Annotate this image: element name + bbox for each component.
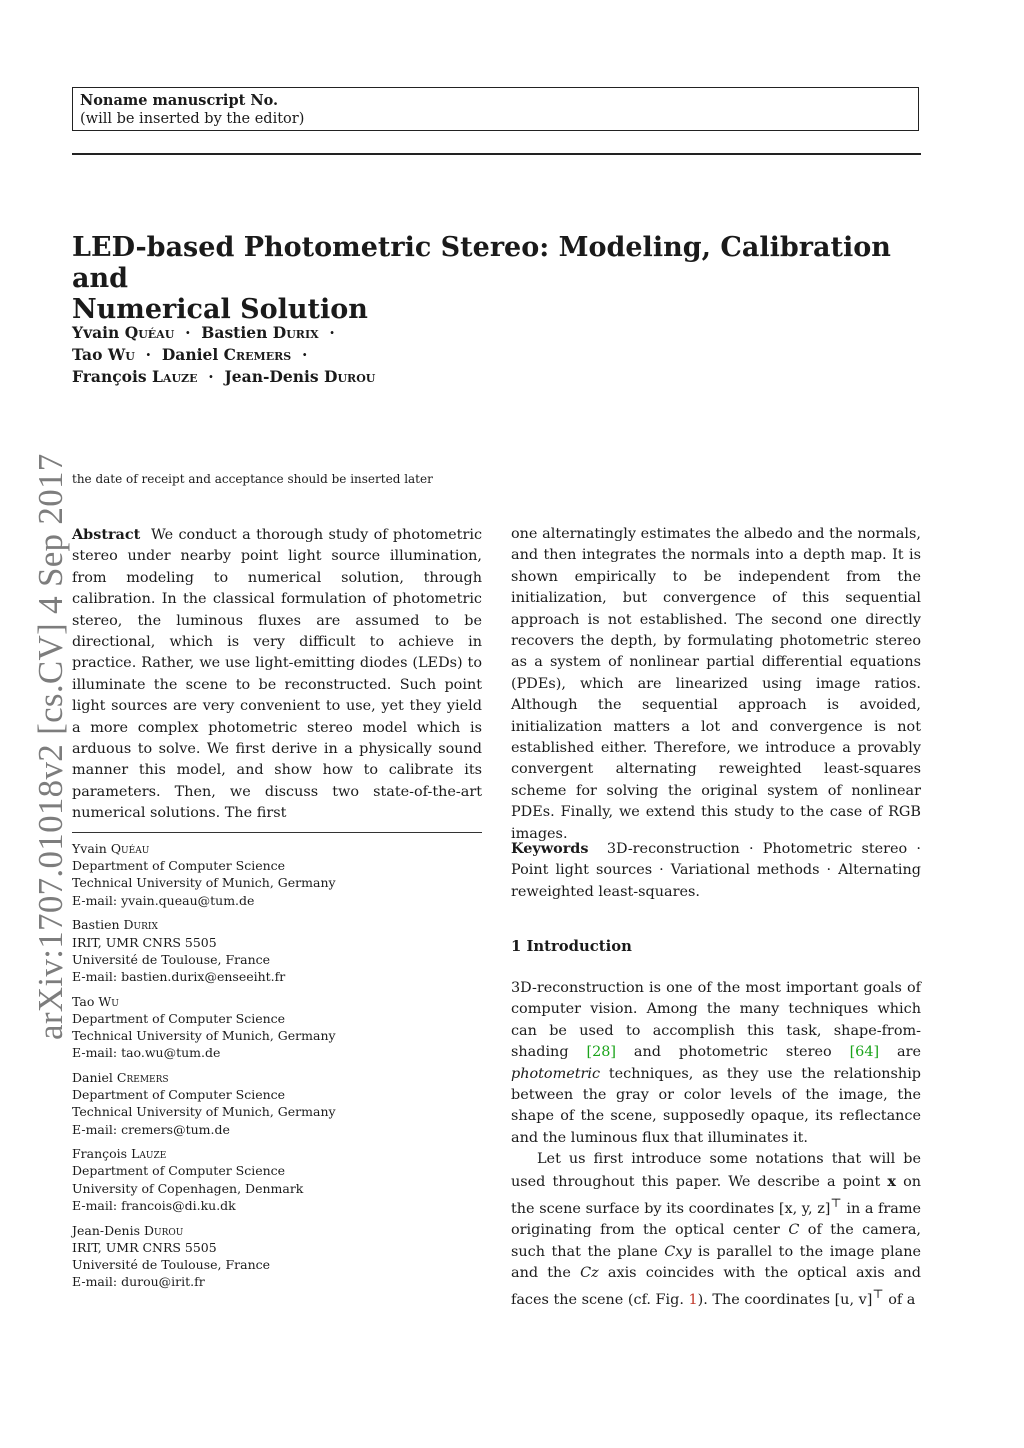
affiliation-email: E-mail: tao.wu@tum.de bbox=[72, 1045, 221, 1061]
affiliation-block bbox=[72, 1222, 492, 1291]
affiliation-block bbox=[72, 993, 492, 1062]
author-last-name: Durix bbox=[272, 323, 319, 342]
author-first-name: Yvain bbox=[72, 323, 120, 342]
affiliation-name: Tao Wu bbox=[72, 993, 119, 1009]
author-first-name: Tao bbox=[72, 345, 103, 364]
author-separator: · bbox=[145, 345, 152, 364]
author-line-3 bbox=[72, 366, 512, 388]
author-line-1 bbox=[72, 322, 512, 344]
affiliation-inst: Technical University of Munich, Germany bbox=[72, 1028, 336, 1044]
abstract-text-right: one alternatingly estimates the albedo and the normals, and then integrates the normals into a depth map. It is shown empirically to be independent from the initialization, but convergence of this sequential approach is not established. The second one directly recovers the depth, by formulating photometric stereo as a system of nonlinear partial differential equations (PDEs), which are linearized using image ratios. Although the sequential approach is avoided, initialization matters a lot and convergence is not established either. Therefore, we introduce a provably convergent alternating reweighted least-squares scheme for solving the original system of nonlinear PDEs. Finally, we extend this study to the case of RGB images. bbox=[511, 526, 921, 842]
manuscript-box bbox=[72, 87, 919, 131]
citation-link[interactable]: [64] bbox=[849, 1044, 880, 1061]
author-first-name: Jean-Denis bbox=[224, 367, 319, 386]
affiliation-dept: Department of Computer Science bbox=[72, 1163, 286, 1179]
affiliation-dept: Department of Computer Science bbox=[72, 1087, 286, 1103]
intro-paragraph-2: Let us first introduce some notations that will be used throughout this paper. We describe a point x on the scene surface by its coordinates [x, y, z]⊤ in a frame originating from the optical center C of the camera, such that the plane Cxy is parallel to the image plane and the Cz axis coincides with the optical axis and faces the scene (cf. Fig. 1). The coordinates [u, v]⊤ of a bbox=[511, 1151, 922, 1309]
section-heading: 1 Introduction bbox=[511, 938, 632, 955]
affiliation-name: François Lauze bbox=[72, 1146, 167, 1162]
keywords-text: 3D-reconstruction · Photometric stereo · Point light sources · Variational methods · Alternating reweighted least-squares. bbox=[511, 841, 921, 900]
abstract-left-column bbox=[72, 524, 482, 825]
affiliation-dept: Department of Computer Science bbox=[72, 858, 286, 874]
author-last-name: Quéau bbox=[124, 323, 175, 342]
affiliation-dept: IRIT, UMR CNRS 5505 bbox=[72, 1239, 217, 1255]
author-last-name: Cremers bbox=[223, 345, 292, 364]
author-separator: · bbox=[329, 323, 335, 342]
abstract-right-column bbox=[511, 524, 921, 845]
manuscript-note: (will be inserted by the editor) bbox=[80, 111, 305, 127]
affiliation-inst: Technical University of Munich, Germany bbox=[72, 875, 336, 891]
received-note: the date of receipt and acceptance should be inserted later bbox=[72, 472, 433, 486]
arxiv-identifier: arXiv:1707.01018v2 [cs.CV] 4 Sep 2017 bbox=[31, 453, 70, 1040]
affiliation-block bbox=[72, 1145, 492, 1214]
affiliation-inst: Université de Toulouse, France bbox=[72, 951, 271, 967]
affiliation-name: Yvain Quéau bbox=[72, 841, 150, 856]
author-separator: · bbox=[301, 345, 308, 364]
author-line-2 bbox=[72, 344, 512, 366]
intro-paragraph-1: 3D-reconstruction is one of the most important goals of computer vision. Among the many techniques which can be used to accomplish this task, shape-from-shading [28] and photometric stereo [64] are photometric techniques, as they use the relationship between the gray or color levels of the image, the shape of the scene, supposedly opaque, its reflectance and the luminous flux that illuminates it. bbox=[511, 980, 922, 1146]
affiliation-name: Bastien Durix bbox=[72, 917, 158, 933]
author-separator: · bbox=[185, 323, 191, 342]
citation-link[interactable]: [28] bbox=[586, 1044, 616, 1061]
abstract-label: Abstract bbox=[72, 526, 141, 543]
author-first-name: Daniel bbox=[161, 345, 219, 364]
affiliation-inst: University of Copenhagen, Denmark bbox=[72, 1180, 304, 1196]
affiliation-email: E-mail: bastien.durix@enseeiht.fr bbox=[72, 968, 286, 984]
affiliation-inst: Université de Toulouse, France bbox=[72, 1256, 271, 1272]
author-first-name: Bastien bbox=[201, 323, 268, 342]
introduction-text bbox=[511, 978, 921, 1312]
affiliation-name: Jean-Denis Durou bbox=[72, 1222, 184, 1238]
affiliation-inst: Technical University of Munich, Germany bbox=[72, 1104, 336, 1120]
header-rule bbox=[72, 153, 921, 155]
keywords-label: Keywords bbox=[511, 840, 589, 857]
manuscript-title: Noname manuscript No. bbox=[80, 92, 279, 109]
affiliation-rule bbox=[72, 832, 482, 833]
affiliation-email: E-mail: cremers@tum.de bbox=[72, 1121, 230, 1137]
paper-title bbox=[72, 232, 932, 325]
title-line-1: LED-based Photometric Stereo: Modeling, Calibration and bbox=[72, 232, 891, 294]
author-last-name: Durou bbox=[324, 367, 376, 386]
author-list bbox=[72, 322, 512, 388]
abstract-text-left: We conduct a thorough study of photometric stereo under nearby point light source illumination, from modeling to numerical solution, through calibration. In the classical formulation of photometric stereo, the luminous fluxes are assumed to be directional, which is very difficult to achieve in practice. Rather, we use light-emitting diodes (LEDs) to illuminate the scene to be reconstructed. Such point light sources are very convenient to use, yet they yield a more complex photometric stereo model which is arduous to solve. We first derive in a physically sound manner this model, and show how to calibrate its parameters. Then, we discuss two state-of-the-art numerical solutions. The first bbox=[72, 527, 483, 822]
affiliation-dept: IRIT, UMR CNRS 5505 bbox=[72, 934, 217, 950]
affiliation-block bbox=[72, 840, 492, 909]
figure-ref-link[interactable]: 1 bbox=[688, 1292, 698, 1309]
keywords bbox=[511, 838, 921, 903]
affiliation-name: Daniel Cremers bbox=[72, 1069, 169, 1085]
affiliation-email: E-mail: francois@di.ku.dk bbox=[72, 1197, 236, 1213]
author-last-name: Wu bbox=[107, 345, 135, 364]
affiliation-email: E-mail: yvain.queau@tum.de bbox=[72, 892, 255, 908]
affiliation-block bbox=[72, 916, 492, 985]
affiliations bbox=[72, 840, 492, 1298]
author-last-name: Lauze bbox=[152, 367, 198, 386]
title-line-2: Numerical Solution bbox=[72, 294, 368, 325]
affiliation-email: E-mail: durou@irit.fr bbox=[72, 1274, 205, 1290]
author-first-name: François bbox=[72, 367, 147, 386]
author-separator: · bbox=[208, 367, 214, 386]
affiliation-dept: Department of Computer Science bbox=[72, 1010, 286, 1026]
affiliation-block bbox=[72, 1069, 492, 1138]
